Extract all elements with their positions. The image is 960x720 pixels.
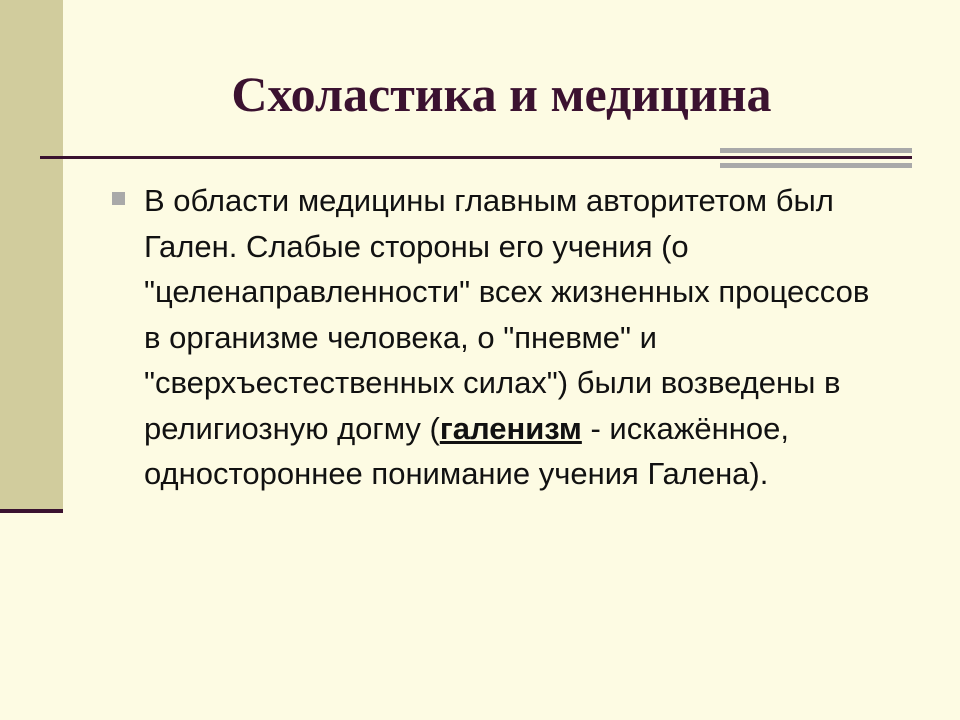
bullet-item: [110, 178, 890, 497]
slide-content: [110, 178, 890, 497]
bullet-text-main: В области медицины главным авторитетом был Гален. Слабые стороны его учения (о "целенаправленности" всех жизненных процессов в организме человека, о "пневме" и "сверхъестественных силах") были возведены в религиозную догму (: [144, 183, 870, 446]
side-decor-line: [0, 509, 63, 513]
square-bullet-icon: [112, 192, 125, 205]
slide-title: Схоластика и медицина: [231, 66, 772, 122]
title-divider-accent: [720, 148, 912, 168]
term-galenism: галенизм: [439, 410, 582, 446]
bullet-text-tail: - искажённое, одностороннее понимание учения Галена).: [144, 410, 790, 491]
side-decor-bar: [0, 0, 63, 510]
